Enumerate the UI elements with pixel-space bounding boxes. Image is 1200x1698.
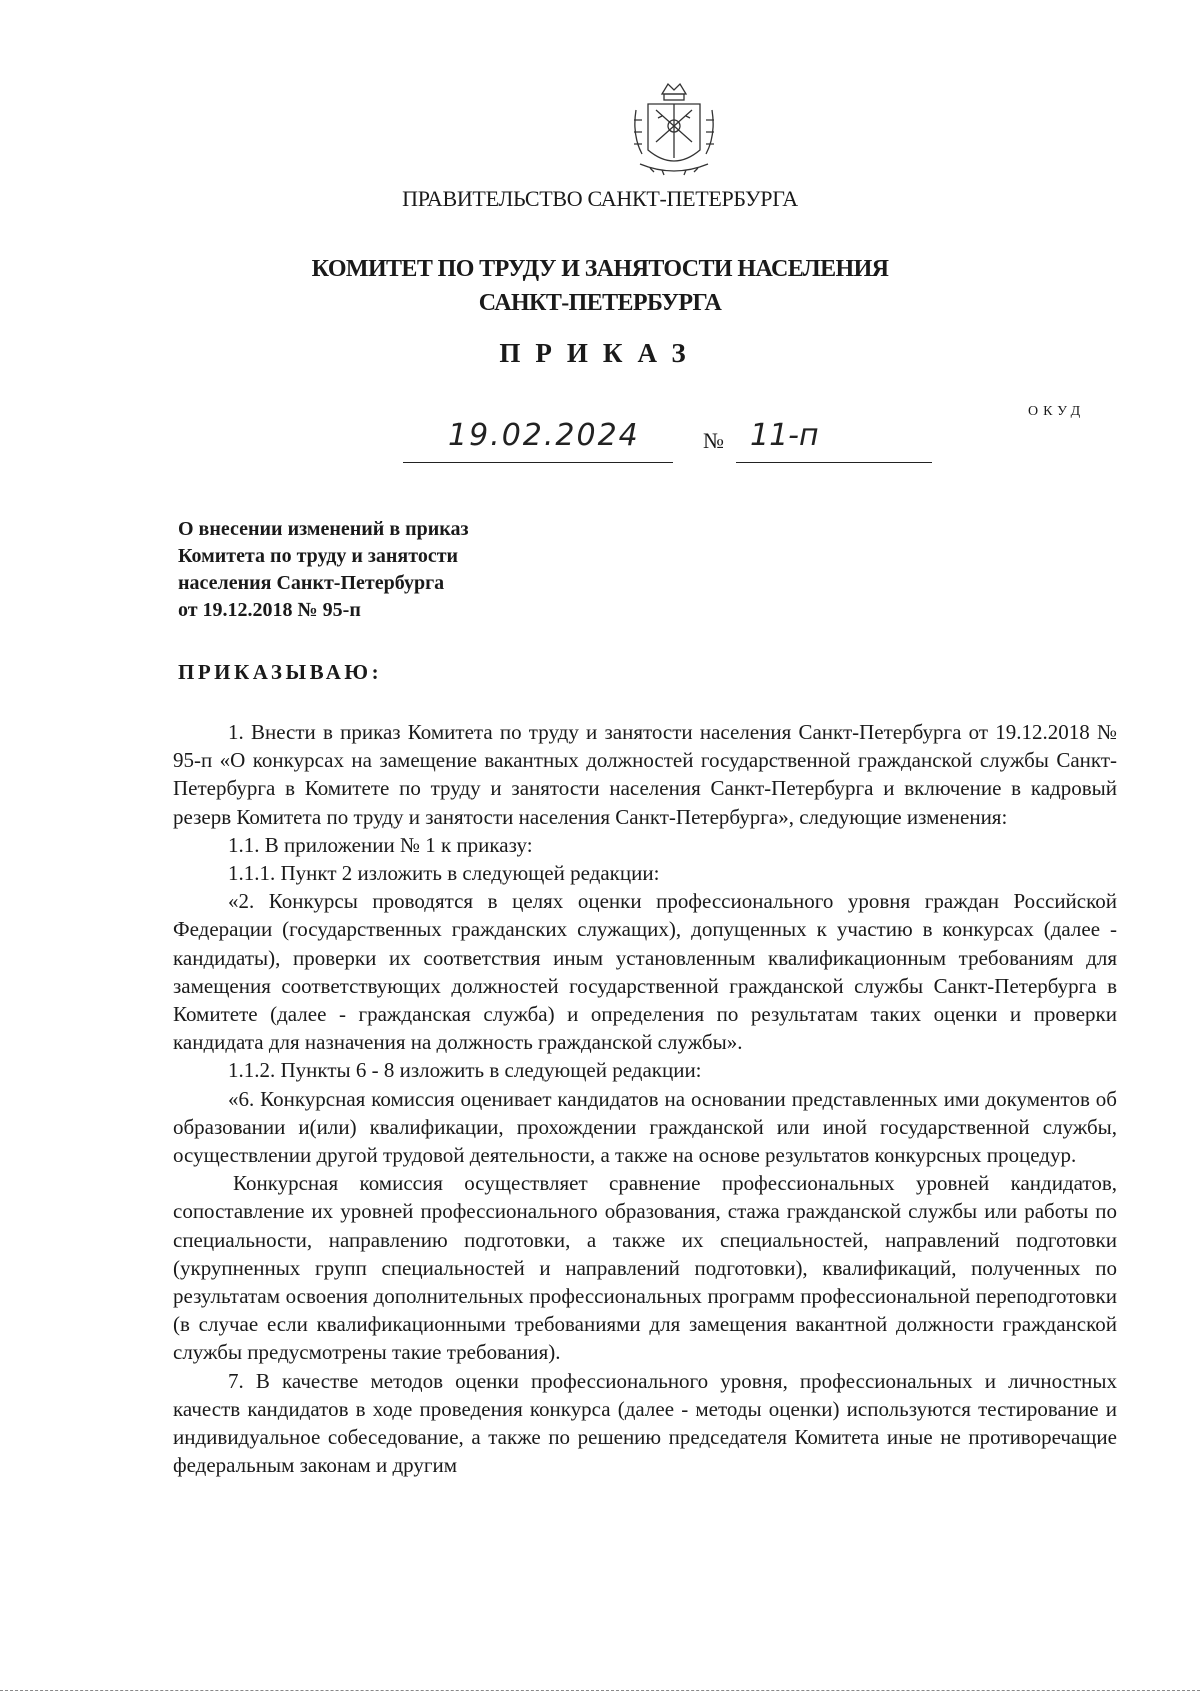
- committee-name-line: КОМИТЕТ ПО ТРУДУ И ЗАНЯТОСТИ НАСЕЛЕНИЯ: [311, 256, 889, 282]
- subject-line: Комитета по труду и занятости: [178, 545, 459, 567]
- committee-name-line: САНКТ-ПЕТЕРБУРГА: [478, 290, 722, 316]
- committee-name: [0, 252, 1200, 320]
- subject-line: от 19.12.2018 № 95-п: [178, 599, 361, 621]
- directive-heading: ПРИКАЗЫВАЮ:: [178, 660, 383, 684]
- body-paragraph: «2. Конкурсы проводятся в целях оценки профессионального уровня граждан Российской Федерации (государственных гражданских служащих), допущенных к участию в конкурсах (далее - кандидаты), проверки их соответствия иным установленным квалификационным требованиям для замещения соответствующих должностей государственной гражданской службы Санкт-Петербурга в Комитете (далее - гражданская служба) и определения по результатам таких оценки и проверки кандидата для назначения на должность гражданской службы».: [173, 889, 1117, 1055]
- body-paragraph: «6. Конкурсная комиссия оценивает кандидатов на основании представленных ими документов об образовании и(или) квалификации, прохождении гражданской или иной государственной службы, осуществлении другой трудовой деятельности, а также на основе результатов конкурсных процедур.: [173, 1086, 1117, 1168]
- subject-line: населения Санкт-Петербурга: [178, 572, 445, 594]
- page-bottom-edge: [0, 1690, 1200, 1691]
- st-petersburg-coat-of-arms-icon: [628, 80, 720, 180]
- subject-line: О внесении изменений в приказ: [178, 518, 469, 540]
- handwritten-order-number: 11-п: [750, 418, 819, 453]
- body-paragraph: 7. В качестве методов оценки профессионального уровня, профессиональных и личностных качеств кандидатов в ходе проведения конкурса (далее - методы оценки) используются тестирование и индивидуальное собеседование, а также по решению председателя Комитета иные не противоречащие федеральным законам и другим: [173, 1368, 1117, 1478]
- government-name: ПРАВИТЕЛЬСТВО САНКТ-ПЕТЕРБУРГА: [402, 186, 798, 211]
- body-paragraph: 1. Внести в приказ Комитета по труду и занятости населения Санкт-Петербурга от 19.12.2018 № 95-п «О конкурсах на замещение вакантных должностей государственной гражданской службы Санкт-Петербурга в Комитете по труду и занятости населения Санкт-Петербурга и включение в кадровый резерв Комитета по труду и занятости населения Санкт-Петербурга», следующие изменения:: [173, 720, 1117, 829]
- order-subject: [178, 516, 469, 624]
- document-body: [173, 718, 1117, 1479]
- handwritten-date: 19.02.2024: [448, 418, 640, 453]
- document-type-title: ПРИКАЗ: [499, 338, 701, 368]
- body-paragraph: 1.1.2. Пункты 6 - 8 изложить в следующей редакции:: [228, 1058, 702, 1083]
- body-paragraph: Конкурсная комиссия осуществляет сравнение профессиональных уровней кандидатов, сопоставление их уровней профессионального образования, стажа гражданской службы или работы по специальности, направлению подготовки, а также их специальностей, направлений подготовки (укрупненных групп специальностей и направлений подготовки), квалификаций, полученных по результатам освоения дополнительных профессиональных программ профессиональной переподготовки (в случае если квалификационными требованиями для замещения вакантной должности гражданской службы предусмотрены такие требования).: [173, 1171, 1117, 1365]
- body-paragraph: 1.1.1. Пункт 2 изложить в следующей редакции:: [228, 861, 660, 886]
- okud-label: ОКУД: [1028, 404, 1086, 419]
- body-paragraph: 1.1. В приложении № 1 к приказу:: [228, 832, 533, 857]
- number-sign: №: [703, 428, 724, 453]
